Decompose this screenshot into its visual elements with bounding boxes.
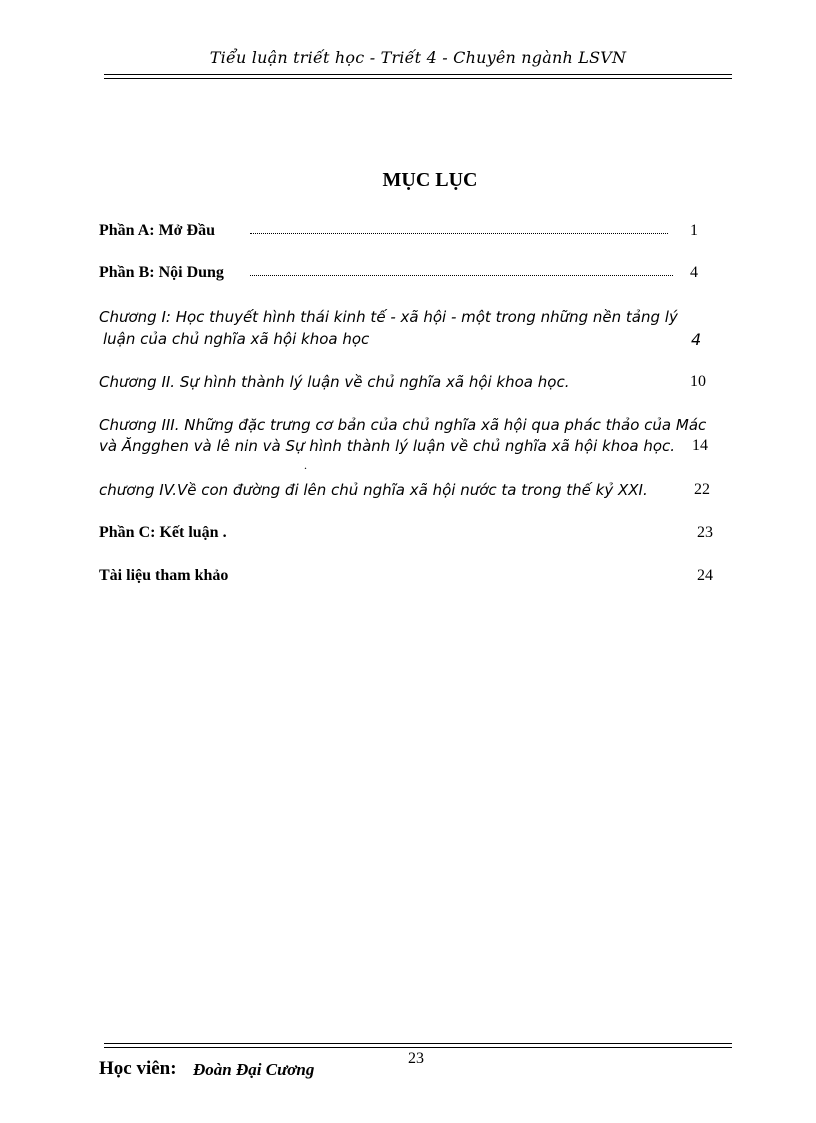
toc-entry-chuong-1-cont[interactable]: luận của chủ nghĩa xã hội khoa học [103, 330, 370, 348]
footer-label: Học viên: [99, 1058, 177, 1079]
stray-mark: . [304, 458, 307, 472]
toc-entry-chuong-3[interactable]: Chương III. Những đặc trưng cơ bản của chủ nghĩa xã hội qua phác thảo của Mác [99, 416, 707, 434]
header-rule [104, 74, 732, 79]
toc-entry-phan-a[interactable]: Phần A: Mở Đầu [99, 222, 215, 239]
toc-entry-chuong-3-cont[interactable]: và Ăngghen và lê nin và Sự hình thành lý luận về chủ nghĩa xã hội khoa học. [99, 437, 676, 455]
dot-leader [250, 229, 668, 234]
toc-page-references: 24 [697, 567, 713, 584]
toc-entry-chuong-1[interactable]: Chương I: Học thuyết hình thái kinh tế - xã hội - một trong những nền tảng lý [99, 308, 678, 326]
toc-entry-chuong-2[interactable]: Chương II. Sự hình thành lý luận về chủ nghĩa xã hội khoa học. [99, 373, 570, 391]
toc-page-chuong-4: 22 [694, 481, 710, 498]
toc-page-chuong-1: 4 [691, 330, 702, 349]
dot-leader [250, 271, 673, 276]
toc-page-phan-c: 23 [697, 524, 713, 541]
toc-page-chuong-3: 14 [692, 437, 708, 454]
footer-rule [104, 1043, 732, 1048]
toc-entry-chuong-4[interactable]: chương IV.Về con đường đi lên chủ nghĩa xã hội nước ta trong thế kỷ XXI. [99, 481, 648, 499]
toc-page-phan-a: 1 [690, 222, 698, 239]
toc-title: MỤC LỤC [382, 169, 478, 191]
toc-page-chuong-2: 10 [690, 373, 706, 390]
toc-entry-phan-c[interactable]: Phần C: Kết luận . [99, 524, 227, 541]
toc-page-phan-b: 4 [690, 264, 698, 281]
toc-entry-references[interactable]: Tài liệu tham khảo [99, 567, 229, 584]
student-name: Đoàn Đại Cương [193, 1060, 315, 1079]
page-number: 23 [408, 1050, 424, 1067]
toc-entry-phan-b[interactable]: Phần B: Nội Dung [99, 264, 224, 281]
running-header: Tiểu luận triết học - Triết 4 - Chuyên ngành LSVN [209, 48, 627, 67]
